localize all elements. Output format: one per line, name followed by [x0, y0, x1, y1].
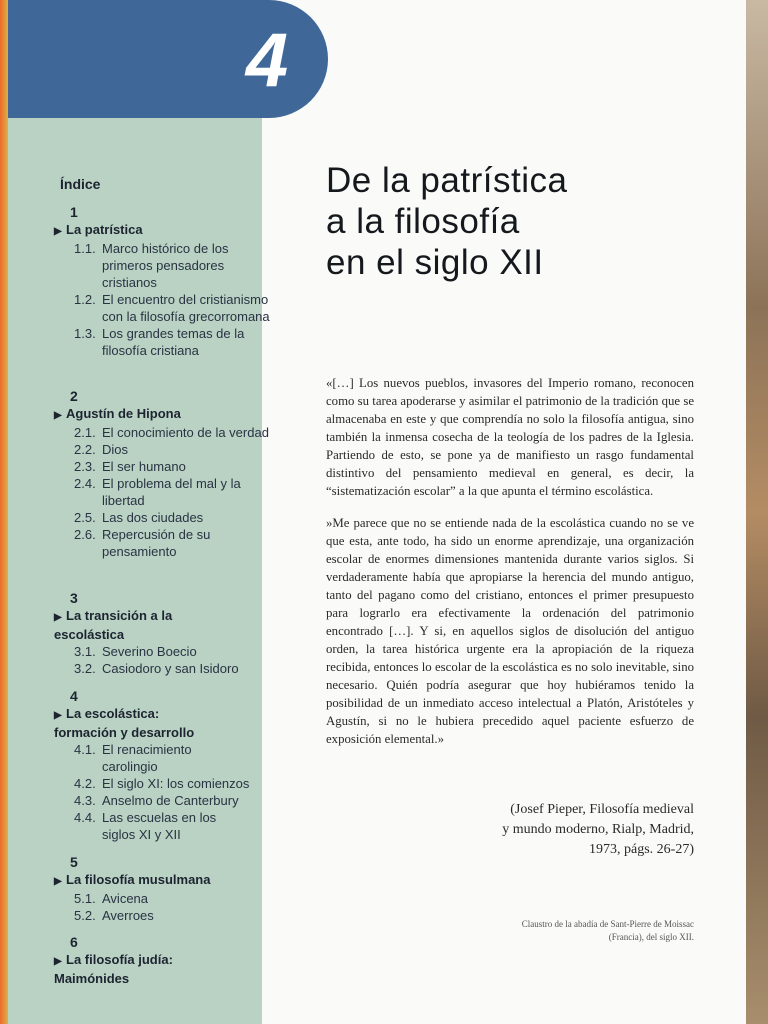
subsection-title: Dios	[102, 442, 129, 457]
title-line-1: De la patrística	[326, 161, 568, 200]
index-section-2	[54, 388, 277, 560]
subsection-title: Severino Boecio	[102, 644, 197, 659]
citation-line: y mundo moderno, Rialp, Madrid,	[502, 822, 694, 837]
section-number: 3	[70, 590, 78, 606]
subsection-title: El conocimiento de la verdad	[102, 425, 269, 440]
section-title: Agustín de Hipona	[66, 406, 181, 421]
photo-caption	[480, 918, 694, 944]
subsection-number: 1.1.	[74, 241, 96, 256]
section-title: La transición a la escolástica	[54, 608, 173, 642]
section-number: 6	[70, 934, 78, 950]
subsection-title: Anselmo de Canterbury	[102, 793, 239, 808]
index-section-4	[54, 688, 277, 843]
subsection-title: El ser humano	[102, 459, 186, 474]
caption-line: Claustro de la abadía de Sant-Pierre de Moissac	[521, 919, 694, 929]
subsection-item[interactable]	[54, 424, 277, 441]
index-section-1	[54, 204, 277, 359]
epigraph-quote	[326, 374, 694, 762]
quote-paragraph-2: »Me parece que no se entiende nada de la escolástica cuando no se ve que esta, ante todo, ha sido un enorme aprendizaje, una organización escolar de enormes dimensiones mantenida durante varios siglos. Si verdaderamente había que apropiarse la herencia del mundo antiguo, tanto del pagano como del cristiano, entonces el primer presupuesto para lograrlo era efectivamente la ordenación del patrimonio encontrado […]. Y si, en aquellos siglos de disolución del antiguo orden, la tarea histórica urgente era la apropiación de la riqueza recibida, entonces lo escolar de la escolástica es no solo inevitable, sino necesario. Quién podría asegurar que hoy hubiéramos tenido la posibilidad de un inmediato acceso intelectual a Platón, Aristóteles y Agustín, si no le hubiera precedido aquel paciente esfuerzo de exposición elemental.»	[326, 516, 694, 746]
subsection-item[interactable]	[54, 291, 277, 325]
index-section-3	[54, 590, 277, 677]
subsection-item[interactable]	[54, 240, 277, 291]
citation-line: 1973, págs. 26-27)	[589, 842, 694, 857]
title-line-2: a la filosofía	[326, 202, 520, 241]
section-title-link[interactable]	[54, 951, 204, 987]
subsection-title: Repercusión de su pensamiento	[102, 527, 211, 559]
section-title-link[interactable]	[54, 405, 277, 424]
subsection-title: Las escuelas en los siglos XI y XII	[102, 810, 217, 842]
subsection-title: Las dos ciudades	[102, 510, 204, 525]
subsection-number: 3.2.	[74, 661, 96, 676]
bullet-icon: ▶	[54, 956, 62, 967]
index-section-6	[54, 934, 204, 987]
bullet-icon: ▶	[54, 226, 62, 237]
subsection-item[interactable]	[54, 458, 277, 475]
subsection-number: 4.1.	[74, 742, 96, 757]
subsection-title: El encuentro del cristianismo con la filosofía grecorromana	[102, 292, 270, 324]
caption-line: (Francia), del siglo XII.	[608, 932, 694, 942]
title-line-3: en el siglo XII	[326, 243, 544, 282]
left-edge-strip	[0, 0, 8, 1024]
section-title: La filosofía judía: Maimónides	[54, 952, 173, 986]
subsection-item[interactable]	[54, 907, 277, 924]
subsection-number: 4.3.	[74, 793, 96, 808]
subsection-title: Marco histórico de los primeros pensadores cristianos	[102, 241, 229, 290]
subsection-number: 2.4.	[74, 476, 96, 491]
section-title: La filosofía musulmana	[66, 872, 211, 887]
subsection-item[interactable]	[54, 475, 277, 509]
subsection-item[interactable]	[54, 325, 277, 359]
subsection-number: 2.5.	[74, 510, 96, 525]
index-title: Índice	[60, 176, 101, 192]
subsection-number: 3.1.	[74, 644, 96, 659]
subsection-title: Avicena	[102, 891, 149, 906]
quote-paragraph-1: «[…] Los nuevos pueblos, invasores del Imperio romano, reconocen como su tarea apoderarse y asimilar el patrimonio de la tradición que se almacenaba en este y que comprendía no solo la filosofía antigua, sino también la inmensa cosecha de la teología de los padres de la Iglesia. Partiendo de esto, se pone ya de manifiesto un rasgo fundamental distintivo del pensamiento medieval en general, es decir, la “sistematización escolar” a la que apunta el término escolástica.	[326, 376, 694, 498]
subsection-item[interactable]	[54, 660, 277, 677]
subsection-number: 2.6.	[74, 527, 96, 542]
subsection-number: 4.2.	[74, 776, 96, 791]
subsection-title: Los grandes temas de la filosofía cristiana	[102, 326, 245, 358]
subsection-title: El problema del mal y la libertad	[102, 476, 241, 508]
section-title: La escolástica: formación y desarrollo	[54, 706, 195, 740]
section-title-link[interactable]	[54, 607, 204, 643]
subsection-number: 5.1.	[74, 891, 96, 906]
subsection-number: 4.4.	[74, 810, 96, 825]
quote-citation	[470, 800, 694, 860]
subsection-item[interactable]	[54, 441, 277, 458]
index-section-5	[54, 854, 277, 924]
subsection-item[interactable]	[54, 643, 277, 660]
chapter-title	[326, 160, 567, 283]
subsection-item[interactable]	[54, 809, 277, 843]
section-title-link[interactable]	[54, 871, 277, 890]
section-number: 4	[70, 688, 78, 704]
subsection-number: 2.3.	[74, 459, 96, 474]
bullet-icon: ▶	[54, 876, 62, 887]
bullet-icon: ▶	[54, 710, 62, 721]
subsection-title: El siglo XI: los comienzos	[102, 776, 250, 791]
subsection-item[interactable]	[54, 741, 277, 775]
subsection-number: 5.2.	[74, 908, 96, 923]
subsection-item[interactable]	[54, 775, 277, 792]
subsection-number: 2.1.	[74, 425, 96, 440]
section-number: 2	[70, 388, 78, 404]
bullet-icon: ▶	[54, 410, 62, 421]
chapter-number: 4	[245, 18, 289, 103]
bullet-icon: ▶	[54, 612, 62, 623]
section-title-link[interactable]	[54, 221, 277, 240]
section-number: 1	[70, 204, 78, 220]
citation-line: (Josef Pieper, Filosofía medieval	[510, 802, 694, 817]
subsection-number: 1.2.	[74, 292, 96, 307]
subsection-item[interactable]	[54, 509, 277, 526]
section-title-link[interactable]	[54, 705, 224, 741]
subsection-number: 1.3.	[74, 326, 96, 341]
subsection-item[interactable]	[54, 792, 277, 809]
section-number: 5	[70, 854, 78, 870]
subsection-title: Averroes	[102, 908, 154, 923]
subsection-number: 2.2.	[74, 442, 96, 457]
subsection-title: El renacimiento carolingio	[102, 742, 192, 774]
cloister-photo-edge	[746, 0, 768, 1024]
subsection-item[interactable]	[54, 526, 277, 560]
section-title: La patrística	[66, 222, 143, 237]
subsection-title: Casiodoro y san Isidoro	[102, 661, 239, 676]
subsection-item[interactable]	[54, 890, 277, 907]
